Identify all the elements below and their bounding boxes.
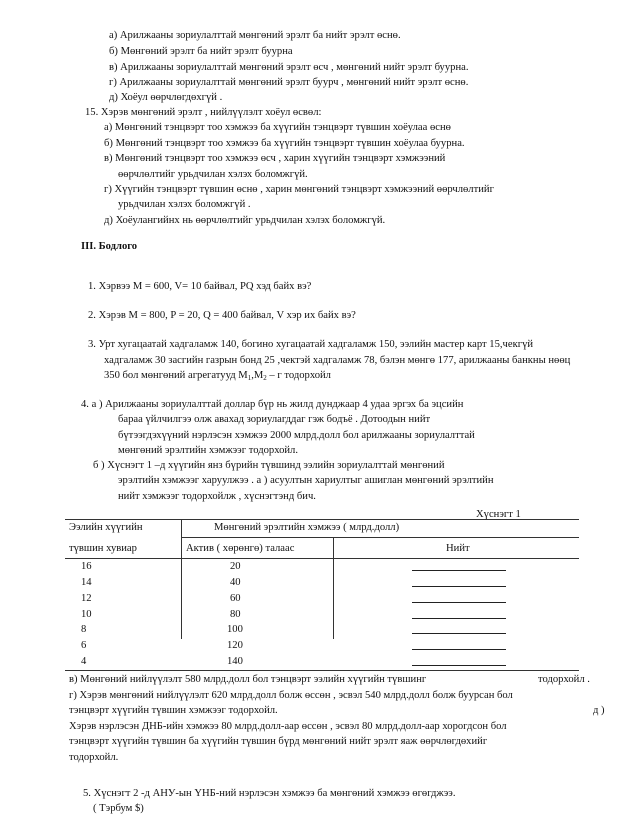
table-row-total-blank[interactable]	[412, 665, 506, 666]
problem-5-line1: 5. Хүснэгт 2 -д АНУ-ын ҮНБ-ний нэрлэсэн хэмжээ ба мөнгөний хэмжээ өгөгджээ.	[83, 788, 456, 799]
q15-option-a: а) Мөнгөний тэнцвэрт тоо хэмжээ ба хүүгийн тэнцвэрт түвшин хоёулаа өснө	[104, 122, 451, 133]
question-d-line2: тэнцвэрт хүүгийн түвшин ба хүүгийн түвшин бүрд мөнгөний нийт эрэлт яаж өөрчлөгдөхийг	[69, 736, 488, 747]
q15-option-d-line1: г) Хүүгийн тэнцвэрт түвшин өснө , харин мөнгөний тэнцвэрт хэмжээний өөрчлөлтийг	[104, 184, 494, 195]
table-row-asset: 100	[227, 624, 243, 635]
problem-4b-line1: б ) Хүснэгт 1 –д хүүгийн янз бүрийн түвшинд ээлийн зориулалттай мөнгөний	[93, 460, 445, 471]
table-row-asset: 60	[230, 593, 241, 604]
table-row-rate: 16	[81, 561, 92, 572]
problem-4a-line3: бүтээгдэхүүний нэрлэсэн хэмжээ 2000 млрд.долл бол арилжааны зориулалттай	[118, 430, 475, 441]
q14-option-b: б) Мөнгөний эрэлт ба нийт эрэлт буурна	[109, 46, 293, 57]
question-g-line1: г) Хэрэв мөнгөний нийлүүлэлт 620 млрд.долл болж өссөн , эсвэл 540 млрд.долл болж буурсан бол	[69, 690, 513, 701]
problem-2: 2. Хэрэв M = 800, P = 20, Q = 400 байвал, V хэр их байх вэ?	[88, 310, 356, 321]
question-g-line2: тэнцвэрт хүүгийн түвшин хэмжээг тодорхойл.	[69, 705, 278, 716]
q14-option-c: в) Арилжааны зориулалттай мөнгөний эрэлт өсч , мөнгөний нийт эрэлт буурна.	[109, 62, 469, 73]
q15-option-d-line2: урьдчилан хэлэх боломжгүй .	[118, 199, 251, 210]
problem-3-line1: 3. Урт хугацаатай хадгаламж 140, богино хугацаатай хадгаламж 150, ээлийн мастер карт 15,чекгүй	[88, 339, 534, 350]
table-row-rate: 10	[81, 609, 92, 620]
table-row-rate: 4	[81, 656, 87, 667]
problem-3-line3: 350 бол мөнгөний агрегатууд $M_1,M_2$ – г тодорхойл	[104, 370, 331, 382]
table-top-rule	[65, 519, 579, 520]
problem-3-line2: хадгаламж 30 засгийн газрын бонд 25 ,чектэй хадгаламж 78, бэлэн мөнгө 177, арилжааны банкны нөөц	[104, 355, 571, 366]
table-row-asset: 40	[230, 577, 241, 588]
table-row-asset: 140	[227, 656, 243, 667]
table-row-asset: 80	[230, 609, 241, 620]
table-head-asset: Актив ( хөрөнгө) талаас	[186, 543, 295, 554]
question-v-tail: тодорхойл .	[538, 674, 590, 685]
problem-5-line2: ( Тэрбум $)	[93, 803, 144, 814]
table-row-rate: 14	[81, 577, 92, 588]
problem-4b-line3: нийт хэмжээг тодорхойлж , хүснэгтэнд бич.	[118, 491, 316, 502]
table-subhead-rule	[181, 537, 579, 538]
table-col-divider-2	[333, 537, 334, 639]
q15-option-c-line1: в) Мөнгөний тэнцвэрт тоо хэмжээ өсч , харин хүүгийн тэнцвэрт хэмжээний	[104, 153, 446, 164]
q14-option-e: д) Хоёул өөрчлөгдөхгүй .	[109, 92, 223, 103]
q15-stem: 15. Хэрэв мөнгөний эрэлт , нийлүүлэлт хоёул өсвөл:	[85, 107, 322, 118]
problem-1: 1. Хэрвээ M = 600, V= 10 байвал, PQ хэд байх вэ?	[88, 281, 312, 292]
table-head-rate-line1: Ээлийн хүүгийн	[69, 522, 143, 533]
q14-option-a: а) Арилжааны зориулалттай мөнгөний эрэлт ба нийт эрэлт өснө.	[109, 30, 401, 41]
q14-option-d: г) Арилжааны зориулалттай мөнгөний эрэлт буурч , мөнгөний нийт эрэлт өснө.	[109, 77, 469, 88]
table-row-total-blank[interactable]	[412, 602, 506, 603]
problem-4b-line2: эрэлтийн хэмжээг харуулжээ . а ) асуултын хариултыг ашиглан мөнгөний эрэлтийн	[118, 475, 494, 486]
question-d-label: д )	[593, 705, 605, 716]
problem-4a-line4: мөнгөний эрэлтийн хэмжээг тодорхойл.	[118, 445, 298, 456]
table-head-group: Мөнгөний эрэлтийн хэмжээ ( млрд.долл)	[214, 522, 400, 533]
table-row-asset: 120	[227, 640, 243, 651]
table-head-rule	[65, 558, 579, 559]
section-title: III. Бодлого	[81, 241, 138, 252]
table-head-rate-line2: түвшин хувиар	[69, 543, 137, 554]
table-row-rate: 8	[81, 624, 87, 635]
question-d-line1: Хэрэв нэрлэсэн ДНБ-ийн хэмжээ 80 млрд.долл-аар өссөн , эсвэл 80 млрд.долл-аар хорогдсон бол	[69, 721, 507, 732]
problem-4a-line2: бараа үйлчилгээ олж авахад зориулагддаг гэж бодъё . Дотоодын нийт	[118, 414, 431, 425]
table-row-total-blank[interactable]	[412, 618, 506, 619]
table-row-total-blank[interactable]	[412, 570, 506, 571]
table-bottom-rule	[65, 670, 579, 671]
table-row-rate: 6	[81, 640, 87, 651]
q15-option-e: д) Хоёулангийнх нь өөрчлөлтийг урьдчилан хэлэх боломжгүй.	[104, 215, 386, 226]
table-row-asset: 20	[230, 561, 241, 572]
table-head-total: Нийт	[446, 543, 470, 554]
table-caption: Хүснэгт 1	[476, 509, 521, 520]
table-row-total-blank[interactable]	[412, 649, 506, 650]
table-col-divider	[181, 519, 182, 639]
q15-option-c-line2: өөрчлөлтийг урьдчилан хэлэх боломжгүй.	[118, 169, 308, 180]
q15-option-b: б) Мөнгөний тэнцвэрт тоо хэмжээ ба хүүгийн тэнцвэрт түвшин хоёулаа буурна.	[104, 138, 465, 149]
question-v-text: в) Мөнгөний нийлүүлэлт 580 млрд.долл бол тэнцвэрт ээлийн хүүгийн түвшинг	[69, 674, 427, 685]
table-row-total-blank[interactable]	[412, 633, 506, 634]
table-row-rate: 12	[81, 593, 92, 604]
problem-4a-line1: 4. а ) Арилжааны зориулалттай доллар бүр нь жилд дунджаар 4 удаа эргэх ба эцсийн	[81, 399, 464, 410]
table-row-total-blank[interactable]	[412, 586, 506, 587]
question-d-line3: тодорхойл.	[69, 752, 119, 763]
